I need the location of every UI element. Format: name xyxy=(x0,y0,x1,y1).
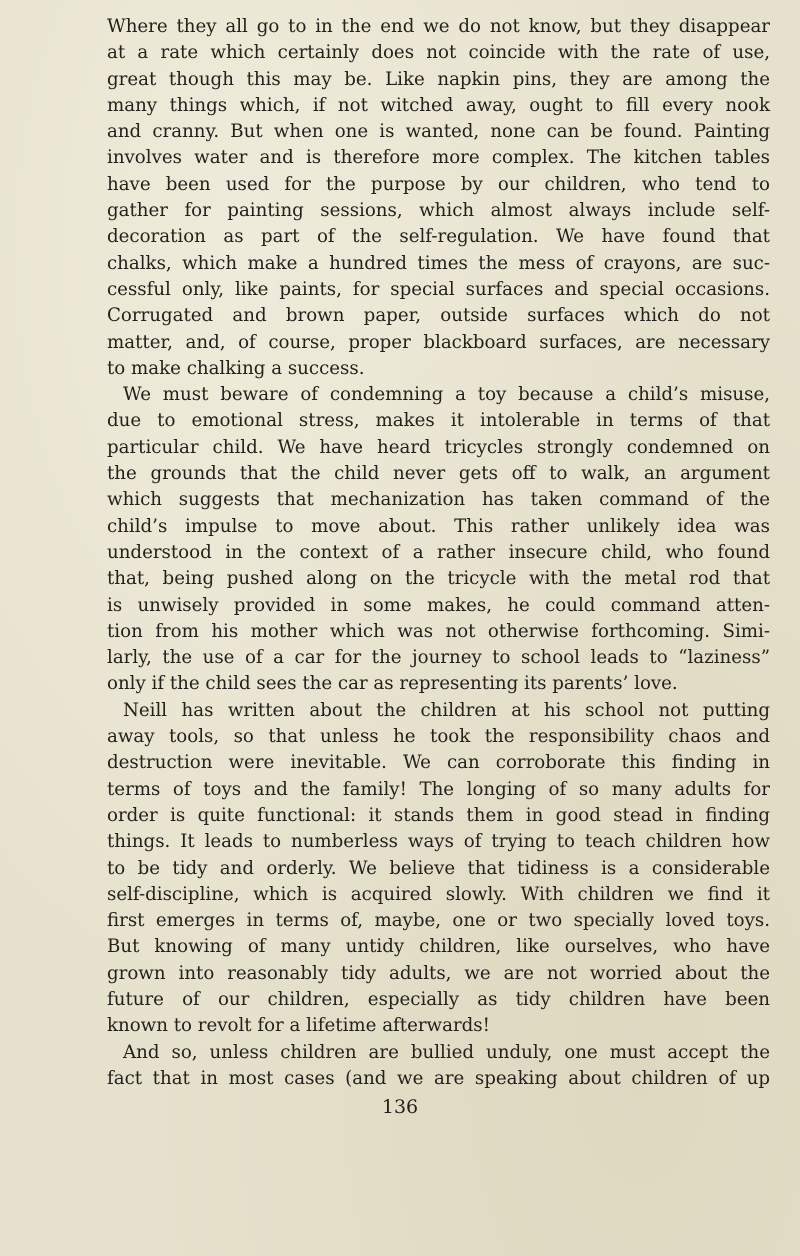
text-line: fact that in most cases (and we are speaking about children of up xyxy=(107,1067,770,1089)
text-line: which suggests that mechanization has taken command of the xyxy=(107,489,770,511)
text-line: to be tidy and orderly. We believe that tidiness is a considerable xyxy=(107,857,770,879)
body-text xyxy=(107,14,770,1092)
text-line: Neill has written about the children at his school not putting xyxy=(123,699,770,721)
text-line: to make chalking a success. xyxy=(107,357,365,379)
text-line: understood in the context of a rather insecure child, who found xyxy=(107,541,770,563)
text-line: is unwisely provided in some makes, he could command atten- xyxy=(107,594,770,616)
text-line: Where they all go to in the end we do not know, but they disappear xyxy=(107,16,770,37)
text-line: that, being pushed along on the tricycle with the metal rod that xyxy=(107,568,770,590)
text-line: many things which, if not witched away, ought to fill every nook xyxy=(107,94,770,116)
text-line: due to emotional stress, makes it intolerable in terms of that xyxy=(107,410,770,432)
text-line: larly, the use of a car for the journey to school leads to “laziness” xyxy=(107,647,770,669)
text-line: away tools, so that unless he took the responsibility chaos and xyxy=(107,726,770,748)
text-line: order is quite functional: it stands them in good stead in finding xyxy=(107,804,770,826)
text-line: And so, unless children are bullied unduly, one must accept the xyxy=(123,1041,770,1063)
text-line: tion from his mother which was not otherwise forthcoming. Simi- xyxy=(107,620,770,642)
text-line: great though this may be. Like napkin pins, they are among the xyxy=(107,68,770,90)
text-line: involves water and is therefore more complex. The kitchen tables xyxy=(107,147,770,169)
text-line: destruction were inevitable. We can corroborate this finding in xyxy=(107,752,770,774)
text-line: particular child. We have heard tricycles strongly condemned on xyxy=(107,436,770,458)
text-line: the grounds that the child never gets off to walk, an argument xyxy=(107,463,770,485)
text-line: only if the child sees the car as representing its parents’ love. xyxy=(107,673,678,695)
text-line: self-discipline, which is acquired slowly. With children we find it xyxy=(107,883,770,905)
text-line: and cranny. But when one is wanted, none can be found. Painting xyxy=(107,121,770,143)
text-line: have been used for the purpose by our children, who tend to xyxy=(107,173,770,195)
text-line: grown into reasonably tidy adults, we are not worried about the xyxy=(107,962,770,984)
text-line: decoration as part of the self-regulation. We have found that xyxy=(107,226,770,248)
page-number: 136 xyxy=(381,1096,419,1119)
text-line: We must beware of condemning a toy because a child’s misuse, xyxy=(123,384,770,406)
text-line: But knowing of many untidy children, like ourselves, who have xyxy=(107,936,770,958)
text-line: future of our children, especially as tidy children have been xyxy=(107,988,770,1010)
text-line: Corrugated and brown paper, outside surfaces which do not xyxy=(107,305,770,327)
text-line: cessful only, like paints, for special surfaces and special occasions. xyxy=(107,278,770,300)
text-line: gather for painting sessions, which almost always include self- xyxy=(107,200,770,222)
text-line: child’s impulse to move about. This rather unlikely idea was xyxy=(107,515,770,537)
text-line: things. It leads to numberless ways of trying to teach children how xyxy=(107,831,770,853)
text-line: matter, and, of course, proper blackboard surfaces, are necessary xyxy=(107,331,770,353)
text-line: known to revolt for a lifetime afterwards! xyxy=(107,1015,490,1037)
text-line: at a rate which certainly does not coincide with the rate of use, xyxy=(107,42,770,64)
text-line: first emerges in terms of, maybe, one or two specially loved toys. xyxy=(107,910,770,932)
text-line: terms of toys and the family! The longing of so many adults for xyxy=(107,778,770,800)
text-line: chalks, which make a hundred times the mess of crayons, are suc- xyxy=(107,252,770,274)
